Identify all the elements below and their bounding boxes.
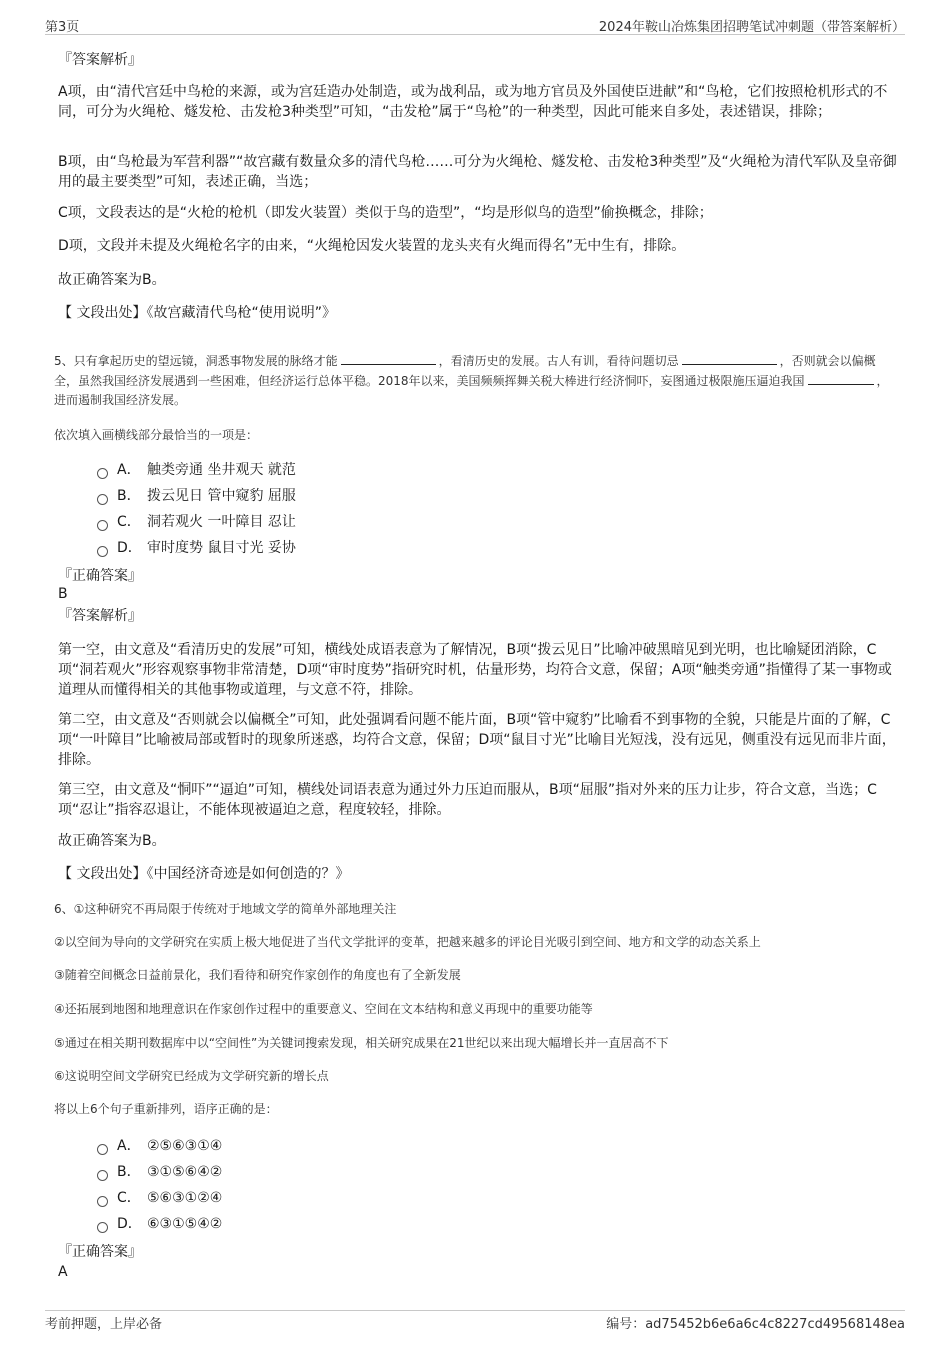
option-letter: B． bbox=[117, 488, 141, 504]
q5-option-b[interactable] bbox=[97, 486, 296, 506]
radio-icon[interactable] bbox=[97, 1222, 108, 1233]
q5-stem-part2: ，看清历史的发展。古人有训，看待问题切忌 bbox=[438, 354, 679, 368]
q4-analysis-b: B项，由“鸟枪最为军营利器”“故宫藏有数量众多的清代鸟枪……可分为火绳枪、燧发枪、击发枪3种类型”及“火绳枪为清代军队及皇帝御用的最主要类型”可知，表述正确，当选； bbox=[58, 154, 897, 190]
radio-icon[interactable] bbox=[97, 494, 108, 505]
q5-analysis-3: 第三空，由文意及“恫吓”“逼迫”可知，横线处词语表意为通过外力压迫而服从，B项“屈服”指对外来的压力让步，符合文意，当选；C项“忍让”指容忍退让，不能体现被逼迫之意，程度较轻，排除。 bbox=[58, 782, 877, 818]
q5-stem bbox=[54, 351, 899, 410]
q6-sentence-6: ⑥这说明空间文学研究已经成为文学研究新的增长点 bbox=[54, 1069, 329, 1083]
header-divider bbox=[45, 34, 905, 35]
q4-analysis-c: C项，文段表达的是“火枪的枪机（即发火装置）类似于鸟的造型”，“均是形似鸟的造型”偷换概念，排除； bbox=[58, 205, 713, 221]
option-text: ③①⑤⑥④② bbox=[147, 1164, 223, 1180]
option-letter: B． bbox=[117, 1164, 141, 1180]
q6-option-b[interactable] bbox=[97, 1162, 222, 1182]
option-text: ⑥③①⑤④② bbox=[147, 1216, 223, 1232]
q6-sentence-1: 6、①这种研究不再局限于传统对于地域文学的简单外部地理关注 bbox=[54, 902, 397, 916]
footer-code-label: 编号： bbox=[606, 1317, 646, 1332]
q5-stem-part3: ，否则就会以偏概全，虽然我国经济发展遇到一些困难，但经济运行总体平稳。2018年以来，美国频频挥舞关税大棒进行经济恫吓，妄图通过极限施压逼迫我国 bbox=[54, 354, 876, 388]
q4-conclusion: 故正确答案为B。 bbox=[58, 272, 166, 288]
q5-correct-heading: 『正确答案』 bbox=[58, 568, 142, 584]
option-text: 审时度势 鼠目寸光 妥协 bbox=[147, 540, 296, 556]
q6-sentence-2: ②以空间为导向的文学研究在实质上极大地促进了当代文学批评的变革，把越来越多的评论目光吸引到空间、地方和文学的动态关系上 bbox=[54, 935, 761, 949]
option-text: ⑤⑥③①②④ bbox=[147, 1190, 223, 1206]
page-number: 第3页 bbox=[45, 20, 80, 35]
q5-instruction: 依次填入画横线部分最恰当的一项是： bbox=[54, 428, 259, 442]
q5-blank-1 bbox=[341, 351, 436, 365]
q4-analysis-a: A项，由“清代宫廷中鸟枪的来源，或为宫廷造办处制造，或为战利品，或为地方官员及外国使臣进献”和“鸟枪，它们按照枪机形式的不同，可分为火绳枪、燧发枪、击发枪3种类型”可知，“击发枪”属于“鸟枪”的一种类型，因此可能来自多处，表述错误，排除； bbox=[58, 84, 888, 120]
q5-source: 【 文段出处】《中国经济奇迹是如何创造的？》 bbox=[58, 866, 350, 882]
footer-slogan: 考前押题，上岸必备 bbox=[45, 1317, 163, 1332]
q4-analysis-heading: 『答案解析』 bbox=[58, 52, 142, 68]
option-letter: C． bbox=[117, 1190, 141, 1206]
footer-code-value: ad75452b6e6a6c4c8227cd49568148ea bbox=[645, 1317, 905, 1332]
q4-analysis-d: D项，文段并未提及火绳枪名字的由来，“火绳枪因发火装置的龙头夹有火绳而得名”无中生有，排除。 bbox=[58, 238, 686, 254]
q6-sentence-4: ④还拓展到地图和地理意识在作家创作过程中的重要意义、空间在文本结构和意义再现中的重要功能等 bbox=[54, 1002, 593, 1016]
q5-analysis-1: 第一空，由文意及“看清历史的发展”可知，横线处成语表意为了解情况，B项“拨云见日”比喻冲破黑暗见到光明，也比喻疑团消除，C项“洞若观火”形容观察事物非常清楚，D项“审时度势”指研究时机，估量形势，均符合文意，保留；A项“触类旁通”指懂得了某一事物或道理从而懂得相关的其他事物或道理，与文意不符，排除。 bbox=[58, 642, 892, 698]
radio-icon[interactable] bbox=[97, 1196, 108, 1207]
radio-icon[interactable] bbox=[97, 1144, 108, 1155]
option-letter: C． bbox=[117, 514, 141, 530]
q6-sentence-3: ③随着空间概念日益前景化，我们看待和研究作家创作的角度也有了全新发展 bbox=[54, 968, 461, 982]
option-text: ②⑤⑥③①④ bbox=[147, 1138, 223, 1154]
option-letter: A． bbox=[117, 462, 141, 478]
option-text: 洞若观火 一叶障目 忍让 bbox=[147, 514, 296, 530]
q5-stem-part1: 5、只有拿起历史的望远镜，洞悉事物发展的脉络才能 bbox=[54, 354, 338, 368]
footer-divider bbox=[45, 1310, 905, 1311]
footer-code bbox=[606, 1313, 905, 1332]
option-text: 拨云见日 管中窥豹 屈服 bbox=[147, 488, 296, 504]
q4-source: 【 文段出处】《故宫藏清代鸟枪“使用说明”》 bbox=[58, 305, 336, 321]
radio-icon[interactable] bbox=[97, 1170, 108, 1181]
option-letter: D． bbox=[117, 1216, 142, 1232]
q5-blank-3 bbox=[808, 371, 874, 385]
q6-option-d[interactable] bbox=[97, 1214, 222, 1234]
radio-icon[interactable] bbox=[97, 468, 108, 479]
radio-icon[interactable] bbox=[97, 546, 108, 557]
q6-correct-heading: 『正确答案』 bbox=[58, 1244, 142, 1260]
option-text: 触类旁通 坐井观天 就范 bbox=[147, 462, 296, 478]
q5-option-d[interactable] bbox=[97, 538, 296, 558]
q5-option-c[interactable] bbox=[97, 512, 296, 532]
option-letter: A． bbox=[117, 1138, 141, 1154]
radio-icon[interactable] bbox=[97, 520, 108, 531]
q5-stem-part4: ，进而遏制我国经济发展。 bbox=[54, 374, 889, 407]
q5-analysis-heading: 『答案解析』 bbox=[58, 608, 142, 624]
q5-blank-2 bbox=[682, 351, 777, 365]
q5-analysis-2: 第二空，由文意及“否则就会以偏概全”可知，此处强调看问题不能片面，B项“管中窥豹”比喻看不到事物的全貌，只能是片面的了解，C项“一叶障目”比喻被局部或暂时的现象所迷惑，均符合文意，保留；D项“鼠目寸光”比喻目光短浅，没有远见，侧重没有远见而非片面，排除。 bbox=[58, 712, 896, 768]
q6-option-a[interactable] bbox=[97, 1136, 222, 1156]
q6-instruction: 将以上6个句子重新排列，语序正确的是： bbox=[54, 1102, 278, 1116]
option-letter: D． bbox=[117, 540, 142, 556]
q6-sentence-5: ⑤通过在相关期刊数据库中以“空间性”为关键词搜索发现，相关研究成果在21世纪以来出现大幅增长并一直居高不下 bbox=[54, 1036, 669, 1050]
q6-option-c[interactable] bbox=[97, 1188, 222, 1208]
document-title: 2024年鞍山冶炼集团招聘笔试冲刺题（带答案解析） bbox=[598, 20, 905, 35]
q6-correct-answer: A bbox=[58, 1264, 68, 1280]
q5-correct-answer: B bbox=[58, 586, 68, 602]
q5-option-a[interactable] bbox=[97, 460, 296, 480]
q5-conclusion: 故正确答案为B。 bbox=[58, 833, 166, 849]
